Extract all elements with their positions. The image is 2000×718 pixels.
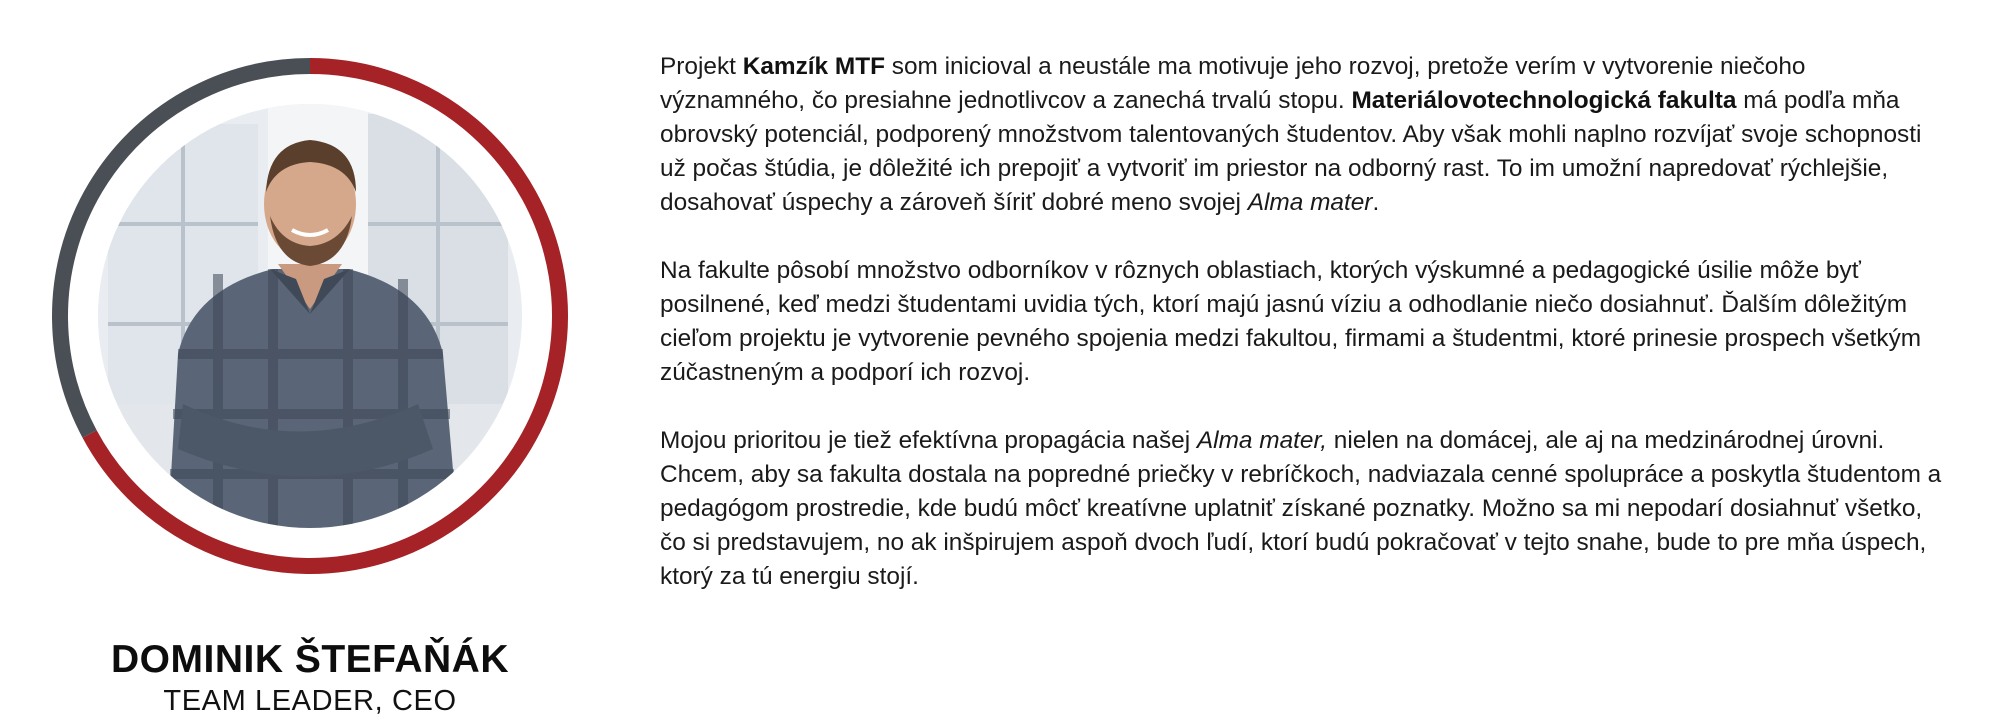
text-segment: Materiálovotechnologická fakulta <box>1351 87 1737 114</box>
text-segment: nielen na domácej, ale aj na medzinárodnej úrovni. Chcem, aby sa fakulta dostala na popredné priečky v rebríčkoch, nadviazala cenné spolupráce a poskytla študentom a pedagógom prostredie, kde budú môcť kreatívne uplatniť získané poznatky. Možno sa mi nepodarí dosiahnuť všetko, čo si predstavujem, no ak inšpirujem aspoň dvoch ľudí, ktorí budú pokračovať v tejto snahe, bude to pre mňa úspech, ktorý za tú energiu stojí. <box>660 427 1942 590</box>
text-segment: Na fakulte pôsobí množstvo odborníkov v rôznych oblastiach, ktorých výskumné a pedagogické úsilie môže byť posilnené, keď medzi študentami uvidia tých, ktorí majú jasnú víziu a odhodlanie niečo dosiahnuť. Ďalším dôležitým cieľom projektu je vytvorenie pevného spojenia medzi fakultou, firmami a študentmi, ktoré prinesie prospech všetkým zúčastneným a podporí ich rozvoj. <box>660 257 1922 386</box>
text-segment: Alma mater, <box>1196 427 1328 454</box>
paragraph-1 <box>660 50 1950 220</box>
person-role: TEAM LEADER, CEO <box>163 685 457 717</box>
text-segment: Alma mater <box>1247 189 1373 216</box>
paragraph-2 <box>660 254 1950 390</box>
paragraph-3 <box>660 424 1950 594</box>
text-segment: . <box>1372 189 1380 216</box>
portrait-photo <box>98 104 522 528</box>
text-segment: má podľa mňa obrovský potenciál, podporený množstvom talentovaných študentov. Aby však mohli naplno rozvíjať svoje schopnosti už počas štúdia, je dôležité ich prepojiť a vytvoriť im priestor na odborný rast. To im umožní napredovať rýchlejšie, dosahovať úspechy a zároveň šíriť dobré meno svojej <box>660 87 1922 216</box>
person-caption <box>50 576 570 718</box>
statement-text <box>660 50 1950 594</box>
text-segment: som inicioval a neustále ma motivuje jeho rozvoj, pretože verím v vytvorenie niečoho významného, čo presiahne jednotlivcov a zanechá trvalú stopu. <box>660 53 1806 114</box>
text-segment: Projekt <box>660 53 743 80</box>
person-name: DOMINIK ŠTEFAŇÁK <box>111 638 509 681</box>
text-segment: Mojou prioritou je tiež efektívna propagácia našej <box>660 427 1197 454</box>
text-segment: Kamzík MTF <box>742 53 885 80</box>
